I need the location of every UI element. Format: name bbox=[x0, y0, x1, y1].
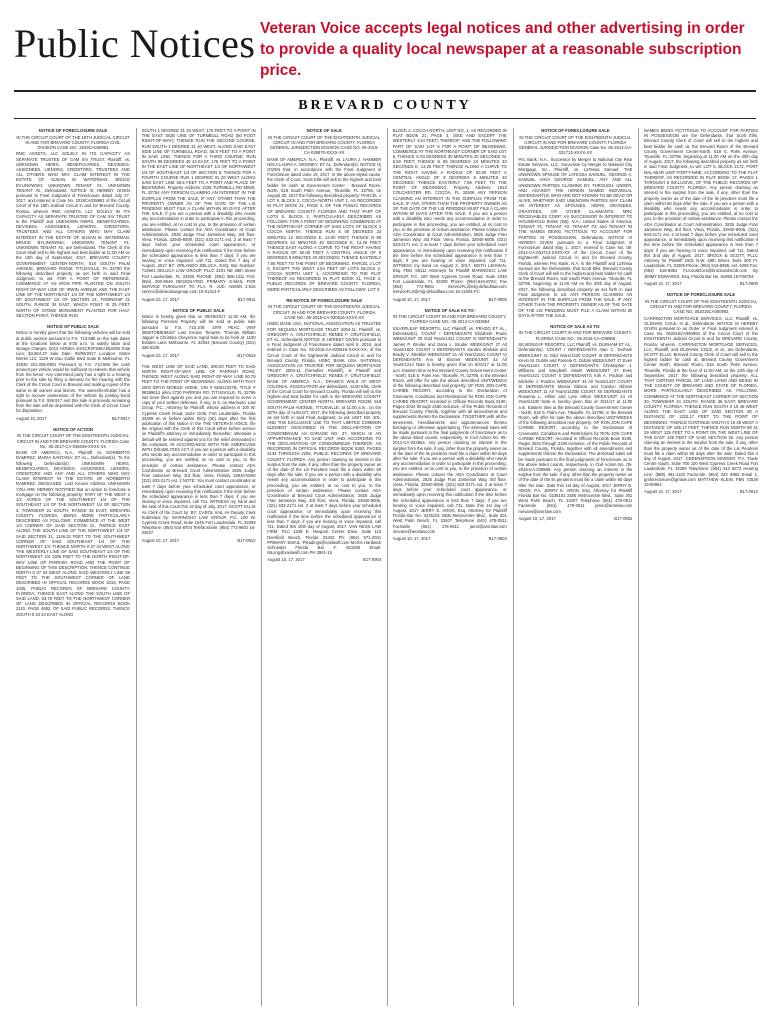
notice-heading: NOTICE OF PUBLIC SALE bbox=[172, 307, 225, 313]
column-divider bbox=[387, 128, 388, 1006]
notice-footer-text: B17-0900 bbox=[739, 280, 758, 286]
notice-footer-text: August 10, 17, 2017 bbox=[392, 296, 431, 302]
notice-footer-text: August 10, 17, 2017 bbox=[644, 280, 682, 286]
notice-body: BANK OF AMERICA, N.A., Plaintiff, vs. NORBERTO RAMIREZ; MARIA SANTANA; ET AL., Defendant(s). To the following Defendant(s): UNKNOWN HEIRS, BENEFICIARIES, DEVISEES, ASSIGNEES, LIENORS, CREDITORS AND ANY AND ALL OTHERS WHO MAY CLAIM INTEREST IN THE ESTATE OF NORBERTO RAMIREZ, DECEASED. Last Known Address UNKNOWN YOU ARE HEREBY NOTIFIED that an action to foreclose a mortgage on the following property: PART OF THE WEST 2 1/2 ACRES OF THE SOUTHWEST 1/4 OF THE SOUTHEAST 1/4 OF THE NORTHWEST 1/4 OF SECTION 3, TOWNSHIP 21 SOUTH, RANGE 35 EAST, BREVARD COUNTY, FLORIDA, BEING MORE PARTICULARLY DESCRIBED AS FOLLOWS: COMMENCE AT THE WEST 1/4 CORNER OF SAID SECTION 21, THENCE EAST ALONG THE SOUTH LINE OF THE NORTHWEST 1/4 OF SAID SECTION 21, 1146.32 FEET TO THE SOUTHWEST CORNER OF SAID SOUTHEAST 1/4 OF THE NORTHWEST 1/4; THENCE NORTH 0 37 34 WEST ALONG THE WESTERLY LINE OF SAID SOUTHEAST 1/4 OF THE NORTHWEST 1/4 1305 FEET TO THE NORTH RIGHT-OF-WAY LINE OF PARRISH ROAD AND THE POINT OF BEGINNING OF THIS DESCRIPTION; THENCE CONTINUE NORTH 0 37 34 WEST ALONG SAID WESTERLY LINE 55 FEET TO THE SOUTHWEST CORNER OF LAND DESCRIBED IN OFFICIAL RECORDS BOOK 3310, PAGE 1035, PUBLIC RECORDS OF BREVARD COUNTY, FLORIDA; THENCE EAST ALONG THE SOUTH LINE OF SAID LAND, 53.78 FEET TO THE NORTHWEST CORNER OF LAND DESCRIBED IN OFFICIAL RECORDS BOOK 3110, PAGE 4882, OF SAID PUBLIC RECORDS; THENCE SOUTH 0 33 24 EAST ALONG bbox=[16, 450, 130, 617]
notice-body: Pnc Bank, N.A., Successor by Merger to National City Real Estate Services, LLC, Successor by Merger to National City Mortgage, Inc., Plaintiff, vs. LaTessa Samuel; THE UNKNOWN SPOUSE OF LATESSA SAMUEL; GEORGE A. SAMUEL A/K/A GEORGE SAMUEL; ANY AND ALL UNKNOWN PARTIES CLAIMING BY, THROUGH, UNDER, AND AGAINST THE HEREIN NAMED INDIVIDUAL DEFENDANT(S) WHO ARE NOT KNOWN TO BE DEAD OR ALIVE, WHETHER SAID UNKNOWN PARTIES MAY CLAIM AN INTEREST AS SPOUSES, HEIRS, DEVISEES, GRANTEES, OR OTHER CLAIMANTS; MRC RECEIVABLES CORP; AS SUCCESSOR IN INTEREST TO HOUSEHOLD BANK (SB), N.A.; United States of America; TENANT #1; TENANT #2; TENANT #3; and TENANT #4 THE NAMES BEING FICTITIOUS TO ACCOUNT FOR PARTIES IN POSSESSION, Defendants. NOTICE IS HEREBY GIVEN pursuant to a Final Judgment of Foreclosure dated May 1, 2017, entered in Case No. 05-2014-CA-031713-XXXX-XX of the Circuit Court of the Eighteenth Judicial Circuit, in and for Brevard County, Florida, wherein Pnc Bank, N.A. is the Plaintiff and LaTessa Samuel are the Defendants, that Scott Ellis, Brevard County Clerk of Court will sell to the highest and best bidder for cash at the Brevard Room, 518 South Palm Avenue, Titusville, FL 32796, beginning at 11:00 AM on the 30th day of August, 2017, the following described property as set forth in said Final Judgment, to wit: ANY PERSON CLAIMING AN INTEREST IN THE SURPLUS FROM THE SALE, IF ANY, OTHER THAN THE PROPERTY OWNER AS OF THE DATE OF THE LIS PENDENS MUST FILE A CLAIM WITHIN 60 DAYS AFTER THE SALE. bbox=[518, 156, 633, 318]
notice-footer bbox=[518, 516, 632, 521]
notice-heading: RE-NOTICE OF FORECLOSURE SALE bbox=[286, 297, 362, 303]
notice-footer-text: August 10, 17, 2017 bbox=[518, 515, 556, 521]
notice-column bbox=[267, 128, 381, 1008]
notice-footer bbox=[142, 297, 256, 302]
legal-notice bbox=[267, 128, 381, 292]
notice-body: Notice is hereby given that on 09/28/2017 11:30 AM, the following Personal Property will be sold at public sale pursuant to F.S. 715.109: 1979 PEAC VIN# 3065TOBB0M167 Last Known Tenants: Thomas William Jagger & Christina Cheyenne Ingrid Sale to be held at: 1100 Estates Lane Melbourne, FL 32934 (Brevard County) (321) 336-5336 bbox=[141, 314, 256, 351]
notice-footer-text: August 10, 17, 2017 bbox=[141, 537, 180, 543]
notice-footer bbox=[142, 538, 256, 543]
notice-court-caption: IN THE CIRCUIT COURT OF THE EIGHTEENTH JUDICIAL CIRCUIT IN AND FOR BREVARD COUNTY, FLORIDA GENERAL JURISDICTION DIVISION CASE NO. 05-2016-CA-029870-XXXX-XX bbox=[268, 134, 381, 156]
notice-court-caption: IN THE CIRCUIT COURT OF THE EIGHTEENTH JUDICIAL CIRCUIT IN AND FOR BREVARD COUNTY, FLORIDA Case No.: 05-2017-CA-035049-XXXX-XX bbox=[16, 433, 130, 449]
notice-heading: NOTICE OF SALE AS TO: bbox=[424, 307, 475, 313]
notice-heading: NOTICE OF SALE AS TO: bbox=[550, 323, 601, 329]
notice-body: SILVERLEAF RESORTS, LLC Plaintiff, vs. DURHAM ET AL., Defendant(s). COUNT I DEFENDANTS Alan C. Durham WEEK/UNIT 41 Odd Years/1420 COUNT III DEFENDANTS Kevin M. Dublin and Pamela G. Dublin WEEK/UNIT 47 Even Years/1421 COUNT V DEFENDANTS Christopher J. Williams and Marybeth Sissel WEEK/UNIT 27 Even Years/1421 COUNT X DEFENDANTS Kirk A. Poulton and Michelle J. Poulton WEEK/UNIT 44 All Years/1427 COUNT XI DEFENDANTS Marcia Gibson and Carolyn Gibson WEEK/UNIT 11 All Years/1420B COUNT XII DEFENDANTS Rosanna L. Hilton and Lynn Hilton WEEK/UNIT 24 All Years/1430 Note is hereby given that on 8/31/17 at 11:00 a.m. Eastern time at the Brevard County Government Center - North, 518 S. Palm Ave, Titusville, FL 32796, in the Brevard Room, will offer for sale the above described UNIT/WEEKS of the following described real property: OF RON JON CAPE CARIBE RESORT, according to the Declaration of Covenants, Conditions and Restrictions for RON JON CAPE CARIBE RESORT, recorded in Official Records Book 5190, Pages 2034 through 2180 inclusive, of the Public Records of Brevard County, Florida, together with all amendments and supplements thereto the Declaration. The aforesaid sales will be made pursuant to the final judgments of foreclosure as to the above listed counts, respectively, in Civil Action No. 05-2016-CA-038968. Any person claiming an interest in the surplus from the sale, if any, other than the property owner as of the date of the lis pendens must file a claim within 60 days after the sale. Date this 1st day of August, 2017 JERRY E. ARON, P.A. JERRY E. ARON, Esq. Attorney for Plaintiff Florida Bar No. 0236101 2505 Metrocentre Blvd., Suite 301 West Palm Beach, FL 33407 Telephone (561) 478-0511 Facsimile (561) 478-0611 jaron@aronlaw.com mevans@aronlaw.com bbox=[518, 342, 633, 514]
column-divider bbox=[136, 128, 137, 1006]
notice-body: NAMES BEING FICTITIOUS TO ACCOUNT FOR PARTIES IN POSSESSION are the Defendants, that Scott Ellis, Brevard County Clerk of Court will sell to the highest and best bidder for cash at, the Brevard Room of the Brevard County Government Center-North, 518 S. Palm Avenue, Titusville, FL 32796, beginning at 11:00 AM on the 30th day of August, 2017, the following described property as set forth in said Final Judgment, to wit: LOT 5, BLOCK 2172, PORT MALABAR UNIT FORTY-NINE, ACCORDING TO THE PLAT THEREOF, AS RECORDED IN PLAT BOOK 17, PAGES 1 THROUGH 5 INCLUSIVE, OF THE PUBLIC RECORDS OF BREVARD COUNTY, FLORIDA. Any person claiming an interest in the surplus from the sale, if any, other than the property owner as of the date of the lis pendens must file a claim within 60 days after the sale. If you are a person with a disability who needs any accommodation in order to participate in this proceeding, you are entitled, at no cost to you, to the provision of certain assistance. Please contact the ADA Coordinator at Court Administration, 2825 Judge Fran Jamieson Way, 3rd floor, Viera, Florida, 32940-8006, (321) 633-2171 ext. 2 at least 7 days before your scheduled court appearance, or immediately upon receiving this notification if the time before the scheduled appearance is less than 7 days; if you are hearing or voice impaired, call 711. Dated this 2nd day of August, 2017. BROCK & SCOTT, PLLC Attorney for Plaintiff 1501 N.W. 49th Street, Suite 200 Ft. Lauderdale, FL 33309 Phone: (954) 618-6955, ext. 6209 Fax: (954) 618-6954 FLCourtDocs@brockandscott.com By JIMMY EDWARDS, Esq. Florida Bar No. 81855 15-F08754 bbox=[644, 128, 758, 279]
notice-heading: NOTICE OF FORECLOSURE SALE bbox=[541, 128, 610, 133]
notice-heading: NOTICE OF FORECLOSURE SALE bbox=[38, 128, 108, 133]
notice-footer-text: B17-0904 bbox=[363, 557, 382, 563]
notice-column bbox=[644, 128, 758, 1008]
legal-notice bbox=[644, 292, 758, 494]
masthead bbox=[14, 18, 756, 90]
notice-heading: NOTICE OF FORECLOSURE SALE bbox=[666, 292, 736, 298]
masthead-title: Public Notices bbox=[14, 21, 256, 66]
notice-footer-text: B17-0911 bbox=[237, 296, 256, 302]
notice-body: RMC ASSETS, LLC SOLELY IN ITS CAPACITY AS SEPARATE TRUSTEE OF CAM XIV TRUST, Plaintiff, vs. UNKNOWN HEIRS, BENEFICIARIES, DEVISEES, ASSIGNEES, LIENORS, CREDITORS, TRUSTEES AND ALL OTHERS WHO MAY CLAIM INTEREST IN THE ESTATE OF SUSAN M. WATERMAN; BRUCE BYLINOWSKI; UNKNOWN TENANT #1; UNKNOWN TENANT #2, Defendants. NOTICE IS HEREBY GIVEN pursuant to Final Judgment of Foreclosure dated July 27, 2017, and entered in Case No. 2019CA038981 of the Circuit Court of the 18th Judicial Circuit in and for Brevard County, Florida, wherein RMC ASSETS, LLC SOLELY IN ITS CAPACITY AS SEPARATE TRUSTEE OF CAM XIV TRUST is the Plaintiff and UNKNOWN HEIRS, BENEFICIARIES, DEVISEES, ASSIGNEES, LIENORS, CREDITORS, TRUSTEES AND ALL OTHERS WHO MAY CLAIM INTEREST IN THE ESTATE OF SUSAN M. WATERMAN; BRUCE BYLINOWSKI; UNKNOWN TENANT #1; UNKNOWN TENANT #2, are Defendants. The Clerk of the Court shall sell to the highest and best bidder at 11:00 AM on the 13th day of September, 2017, BREVARD COUNTY GOVERNMENT CENTER-NORTH, 518 SOUTH PALM AVENUE, BREVARD ROOM, TITUSVILLE, FL 32780 the following described property as set forth in said Final Judgment, to wit: FOR A POINT OF REFERENCE, COMMENCE AT AN IRON PIPE PLANTED ON SOUTH RIGHT-OF-WAY LINE OF IRWIN AVENUE AND THE EAST LINE OF THE NORTHEAST 1/4 OF THE NORTHWEST 1/4 OF SOUTHWEST 1/4 OF SECTION 14, TOWNSHIP 21 SOUTH, RANGE 34 EAST, WHICH POINT IS 25 FEET NORTH OF STONE MONUMENT PLANTED FOR HALF SECTION POINT, THENCE RUN bbox=[16, 151, 130, 318]
column-divider bbox=[513, 128, 514, 1006]
notice-footer-text: B17-0913 bbox=[739, 489, 758, 495]
notice-court-caption: IN THE CIRCUIT COURT IN AND FOR BREVARD COUNTY, FLORIDA CASE NO.: 05-2016-CA-038968 bbox=[518, 330, 633, 341]
notice-body: BANK OF AMERICA, N.A., Plaintiff, vs. LAURA J. HAMMER N/K/A LAURA A. MOONEY, ET AL. Defendant(s). NOTICE IS GIVEN that, in accordance with the Final Judgment of Foreclosure dated June 19, 2017, in the above-styled cause, the Clerk of Court, Scott Ellis will sell to the highest and best bidder for cash at Government Center - Brevard Room, North, 518 South Palm Avenue, Titusville, FL 32796, on August 30, 2017 the following described property: PARCEL 1 LOT 9, BLOCK 2, COCOA NORTH UNIT 1, AS RECORDED IN PLAT BOOK 21, PAGE 3, OF THE PUBLIC RECORDS OF BREVARD COUNTY, FLORIDA AND THAT PART OF LOTS 6, BLOCK 2, PARTICULARLY DESCRIBED AS FOLLOWS: FOR A POINT OF BEGINNING COMMENCE AT THE NORTHEAST CORNER OF SAID LOTS OF BLOCK 2 COCOA NORTH, THENCE RUN S 00 DEGREES 32 MINUTES 12 SECONDS E, 13.00 FEET; THENCE N 89 DEGREES 24 MINUTES 40 SECONDS E, 13.26 FEET; THENCE EAST ALONG A CURVE TO THE RIGHT HAVING A RADIUS OF 50.00 FEET A CENTRAL ANGLE OF 8 DEGREES 8 MINUTES 40 SECONDS; THENCE EASTERLY 7.86 FEET TO THE POINT OF BEGINNING. PARCEL 2 LOT 5, EXCEPT THE WEST 4.64 FEET OF LOTS BLOCK 2, COCOA NORTH UNIT 1, ACCORDING TO THE PLAT THEREOF AS RECORDED IN PLAT BOOK 21, PAGE 3, PUBLIC RECORDS OF BREVARD COUNTY, FLORIDA, MORE PARTICULARLY DESCRIBED AS FOLLOWS: LOT 5 bbox=[267, 156, 382, 292]
notice-footer-text: B17-0903 bbox=[488, 536, 507, 542]
notice-court-caption: IN THE CIRCUIT COURT OF THE EIGHTEENTH JUDICIAL CIRCUIT IN AND FOR BREVARD COUNTY, FLORIDA CASE NO. 052015CA050963 bbox=[645, 298, 757, 314]
legal-notice bbox=[393, 308, 507, 542]
notice-footer bbox=[267, 557, 381, 562]
notice-heading: NOTICE OF PUBLIC SALE bbox=[47, 323, 99, 329]
legal-notice bbox=[518, 324, 632, 521]
notice-body: CARRINGTON MORTGAGE SERVICES, LLC, Plaintiff, vs. OLDHAM, COLE, et al., Defendants. NOTICE IS HEREBY GIVEN pursuant to an Order or Final Judgment entered in Case No. 052015CA050963 of the Circuit Court of the EIGHTEENTH Judicial Circuit in and for BREVARD County, Florida, wherein, CARRINGTON MORTGAGE SERVICES, LLC, Plaintiff, and OLDHAM, COLE, et al., are Defendants, SCOTT ELLIS, Brevard County Clerk of Court will sell to the highest bidder for cash at, Brevard County Government Center North, Brevard Room, 518 South Palm Avenue, Titusville, Florida at the hour of 11:00 AM, on the 13th day of September, 2017, the following described property: ALL THAT CERTAIN PARCEL OF LAND LYING AND BEING IN THE COUNTY OF BREVARD AND STATE OF FLORIDA, MORE PARTICULARLY DESCRIBED AS FOLLOWS: COMMENCE AT THE NORTHEAST CORNER OF SECTION 30, TOWNSHIP 24 SOUTH, RANGE 36 EAST, BREVARD COUNTY, FLORIDA; THENCE RUN SOUTH 0 19 48 WEST ALONG THE EAST LINE OF SAID SECTION 30 A DISTANCE OF 1322.17 FEET TO THE POINT OF BEGINNING; THENCE CONTINUE SOUTH 0 19 48 WEST A DISTANCE OF 165.17 FEET; THENCE RUN NORTH 89 41 29 WEST 135 FEET TO A POINT ON THE WEST LINE OF THE EAST 135 FEET OF SAID SECTION 30. Any person claiming an interest in the surplus from the sale, if any, other than the property owner as of the date of the Lis Pendens must file a claim within 60 days after the sale. Dated this 4 day of August, 2017. GREENSPOON MARDER, P.A. Trade Centre South, Suite 700 100 West Cypress Creek Road Fort Lauderdale, FL 33309 Telephone: (954) 343 6273 Hearing Line: (888) 491-1120 Facsimile: (954) 343 6982 Email 1: gmforeclosure@gmlaw.com MATTHEW KLEIN, FBN 73529 15-00964 bbox=[644, 315, 758, 487]
legal-notice bbox=[142, 308, 256, 358]
legal-notice bbox=[142, 364, 256, 543]
notice-court-caption: IN THE CIRCUIT COURT OF THE EIGHTEENTH JUDICIAL CIRCUIT IN AND FOR BREVARD COUNTY, FLORIDA GENERAL JURISDICTION DIVISION Case No. 05-2014-CA-031713-XXXX-XX bbox=[518, 134, 633, 156]
notice-column bbox=[16, 128, 130, 1008]
section-title: BREVARD COUNTY bbox=[298, 98, 472, 113]
notice-footer bbox=[16, 416, 130, 421]
notice-court-caption: IN THE CIRCUIT COURT IN AND FOR BREVARD COUNTY, FLORIDA CASE NO.: 05-2014-CA-033854 bbox=[393, 314, 507, 325]
section-header bbox=[14, 96, 756, 119]
notice-footer bbox=[393, 536, 507, 541]
notice-column bbox=[142, 128, 256, 1008]
notice-footer bbox=[644, 489, 758, 494]
masthead-rule bbox=[14, 90, 756, 92]
legal-notice bbox=[644, 128, 758, 286]
notice-footer bbox=[644, 281, 758, 286]
notice-footer-text: August 10, 17, 2017 bbox=[392, 536, 431, 542]
notice-footer-text: B17-0912 bbox=[237, 537, 256, 543]
notice-footer-text: August 10, 17, 2017 bbox=[141, 296, 180, 302]
column-divider bbox=[261, 128, 262, 1006]
notice-footer bbox=[142, 353, 256, 358]
notice-footer-text: August 10, 17, 2017 bbox=[267, 557, 305, 563]
notice-body: SILVERLEAF RESORTS, LLC Plaintiff, vs. PRADO ET AL., Defendant(s). COUNT I DEFENDANTS Elizabeth Prado WEEK/UNIT 20 Odd Years/1421 COUNT IV DEFENDANTS James P. Bruder and Dana L. Bruder WEEK/UNIT 27 All Years/1501 COUNT V DEFENDANTS Sandra Strebkin and Bradly V. Strebkin WEEK/UNIT 21 All Years/1501 COUNT VI DEFENDANTS Ann M. Bonner WEEK/UNIT 42 All Years/1214 Note is hereby given that on 8/31/17 at 11:00 a.m. Eastern time at the Brevard County Government Center - North, 518 S. Palm Ave, Titusville, FL 32796, in the Brevard Room, will offer for sale the above described UNIT/WEEKS of the following described real property: OF RON JON CAPE CARIBE RESORT, according to the Declaration of Covenants, Conditions and Restrictions for RON JON CAPE CARIBE RESORT, recorded in Official Records Book 5190, Pages 2034 through 2180 inclusive, of the Public Records of Brevard County, Florida, together with all amendments and supplements thereto the Declaration. TOGETHER with all the tenements, hereditaments and appurtenances thereto belonging or otherwise appertaining. The aforesaid sales will be made pursuant to the final judgments of foreclosure as to the above listed counts, respectively, in Civil Action No. 05-2014-CA-033854. Any person claiming an interest in the surplus from the sale, if any, other than the property owner as of the date of the lis pendens must file a claim within 60 days after the sale. If you are a person with a disability who needs any accommodation in order to participate in this proceeding, you are entitled, at no cost to you, to the provision of certain assistance. Please contact the ADA Coordinator at Court Administration, 2825 Judge Fran Jamieson Way, 3rd floor, Viera, Florida, 32940-8006, (321) 633-2171 ext. 2 at least 7 days before your scheduled court appearance, or immediately upon receiving this notification if the time before the scheduled appearance is less than 7 days; if you are hearing or voice impaired, call 711. Date this 1st day of August, 2017 JERRY E. ARON, Esq. Attorney for Plaintiff Florida Bar No. 0236101 2505 Metrocentre Blvd., Suite 301 West Palm Beach, FL 33407 Telephone (561) 478-0511 Facsimile (561) 478-0611 jaron@aronlaw.com mevans@aronlaw.com bbox=[392, 325, 507, 534]
legal-notice bbox=[142, 128, 256, 302]
legal-notice bbox=[267, 298, 381, 563]
notice-column bbox=[518, 128, 632, 1008]
notice-body: BLOCK 2, COCOA NORTH, UNIT NO. 1, AS RECORDED IN PLAT BOOK 21, PAGE 3, (SEE AND EXCEPT THE WESTERLY 4.64 FEET) THEREOF, AND THE FOLLOWING PART OF SAID LOT 6 FOR A POINT OF BEGINNING, COMMENCE AT THE NORTHEAST CORNER OF SAID LOT 6, THENCE S 04 DEGREES 30 MINUTES 20 SECONDS W, 6.50 FEET; THENCE N 86 DEGREES 24 MINUTES 40 SECONDS E, 13.26 FEET; THENCE ALONG A CURVE TO THE RIGHT HAVING A RADIUS OF 50.00 FEET A CENTRAL ANGLE OF 8 DEGREES 8 MINUTES 40 SECONDS; THENCE EASTERLY 7.86 FEET TO THE POINT OF BEGINNING. Property Address: 1913 COLCHESTER RD. COCOA, FL 32926 ANY PERSON CLAIMING AN INTEREST IN THE SURPLUS FROM THE SALE, IF ANY, OTHER THAN THE PROPERTY OWNER AS OF THE DATE OF THE LIS PENDENS MUST FILE A CLAIM WITHIN 60 DAYS AFTER THE SALE. If you are a person with a disability who needs any accommodation in order to participate in this proceeding, you are entitled, at no cost to you, to the provision of certain assistance. Please contact the ADA Coordinator at Court Administration, 2825 Judge Fran Jamieson Way, 3rd Floor, Viera, Florida, 32940-8006, (321) 633-2171 ext. 2 at least 7 days before your scheduled court appearance, or immediately upon receiving this notification if the time before the scheduled appearance is less than 7 days; if you are hearing or voice impaired, call 711. WITNESS my hand on August 3, 2017. KEITH LEHMAN, Esq. FBN. 85111 Attorneys for Plaintiff MARINOSCI LAW GROUP, P.C. 100 West Cypress Creek Road, Suite 1045 Fort Lauderdale, FL 33309 Phone: (954)-644-8704; Fax (954) 772-9601 ServiceFL@mlg-defaultlaw.com ServiceFL2@mlg-defaultlaw.com 15-11604-FC bbox=[392, 128, 507, 295]
notice-body: HSBC BANK USA, NATIONAL ASSOCIATION AS TRUSTEE FOR SEQUOIA MORTGAGE TRUST 2004-11, Plaintiff, vs. GREGORY A. CRUTCHFIELD; RENEE F. CRUTCHFIELD, ET AL. Defendants NOTICE IS HEREBY GIVEN pursuant to a Final Judgment of Foreclosure dated April 8, 2016, and entered in Case No. 05-2015-CA-030616-XXXX-XX, of the Circuit Court of the Eighteenth Judicial Circuit in and for Brevard County, Florida. HSBC BANK USA, NATIONAL ASSOCIATION AS TRUSTEE FOR SEQUOIA MORTGAGE TRUST 2004-11 (hereafter Plaintiff), is Plaintiff and GREGORY A. CRUTCHFIELD; RENEE F. CRUTCHFIELD; BANK OF AMERICA, N.A.; DRAKE'S WALK AT WEST COLONIAL ASSOCIATION are defendants. Scott Ellis, Clerk of the Circuit Court for Brevard County, Florida will sell to the highest and best bidder for cash in the BREVARD COUNTY GOVERNMENT CENTER NORTH, BREVARD ROOM, 518 SOUTH PALM AVENUE, TITUSVILLE, at 11:00 a.m., on the 30TH day of AUGUST, 2017, the following described property as set forth in said Final Judgment, to wit: UNIT NO. 301, AND THE EXCLUSIVE USE TO THAT LIMITED COMMON ELEMENT DESCRIBED IN THE DECLARATION OF CONDOMINIUM AS GARAGE NO. 37, WHICH IS AN APPURTENANCE TO SAID UNIT AND ACCORDING TO THE DECLARATION OF CONDOMINIUM THEREOF, AS RECORDED IN OFFICIAL RECORDS BOOK 5362, PAGES 2134 THROUGH 2256, PUBLIC RECORDS OF BREVARD COUNTY, FLORIDA. Any person claiming an interest in the surplus from the sale, if any, other than the property owner as of the date of the Lis Pendens must file a claim within 60 days after the sale. If you are a person with a disability who needs any accommodation in order to participate in this proceeding, you are entitled, at no cost to you, to the provision of certain assistance. Please contact ADA Coordinator at Brevard Court Administration, 2825 Judge Fran Jamieson Way, 3rd floor, Viera, Florida, 32940-8006, (321) 633-2171 ext. 2 at least 7 days before your scheduled court appearance, or immediately upon receiving this notification if the time before the scheduled appearance is less than 7 days; if you are hearing or voice impaired, call 711. Dated this 10th day of August, 2017. VAN NESS LAW FIRM, PLC 1239 E. Newport Center Drive, Suite 110 Deerfield Beach, Florida 33442 Ph: (954) 571-2031 PRIMARY EMAIL: Pleadings@vanlawfl.com Morris Hardwick Schneider Florida Bar #: 621935 Email: MLong@vanlawfl.com PH 2981-15 bbox=[267, 321, 382, 556]
column-divider bbox=[638, 128, 639, 1006]
notice-footer-text: B17-0917 bbox=[111, 415, 130, 421]
notice-body: THE WEST LINE OF SAID LAND, 200.00 FEET TO SAID NORTH RIGHT-OF-WAY LINE OF PARRISH ROAD; THENCE WEST ALONG SAID RIGHT-OF-WAY LINE 50.79 FEET TO THE POINT OF BEGINNING. ALONG WITH THAT 2003 BRYO MOBILE HOME, VIN # 6D612337B, TITLE # 88389612 a/k/a 2720 PARRISH RD, TITUSVILLE, FL 32796 has been filed against you and you are required to serve a copy of your written defenses, if any, to it, on Marinosci Law Group, P.C., Attorney for Plaintiff, whose address is 100 W. Cypress Creek Road, Suite 1045, Fort Lauderdale, Florida 33309 on or before within thirty (30) days after the first publication of this Notice in the THE VETERAN VOICE, file the original with the Clerk of this Court either before service on Plaintiff's attorney or immediately thereafter; otherwise a default will be entered against you for the relief demanded in the complaint. IN ACCORDANCE WITH THE AMERICANS WITH DISABILITIES ACT, if you are a person with a disability who needs any accommodation in order to participate in this proceeding, you are entitled, at no cost to you, to the provision of certain assistance. Please contact ADA Coordinator at Brevard Court Administration 2825 Judge Fran Jamieson Way, 3rd floor, Viera, Florida, 32940-8006 (321) 633-2171 ext. 2 NOTE: You must contact coordinator at least 7 days before your scheduled court appearance, or immediately upon receiving this notification if the time before the scheduled appearance is less than 7 days; if you are hearing or voice impaired, call 711. WITNESS my hand and the seal of this Court this 10 day of July, 2017. SCOTT ELLIS As Clerk of the Court by: BY: CAROL VAIL As Deputy Clerk Submitted by: MARINOSCI LAW GROUP, P.C. 100 W. Cypress Creek Road, Suite 1045 Fort Lauderdale, FL 33309 Telephone: (954) 644-8704 Telefacsimile: (954) 772-9601 16-03537 bbox=[141, 363, 256, 536]
legal-notice bbox=[16, 128, 130, 318]
notice-footer-text: August 10, 17, 2017 bbox=[141, 352, 180, 358]
notice-body: SOUTH 1 DEGREE 31 40 WEST, 170 FEET TO A POINT IN THE EAST SIDE LINE OF TURNBULL ROAD (50 FOOT RIGHT-OF-WAY); THENCE RUN THE SECOND COURSE, RUN SOUTH 1 DEGREE 31 40 WEST, ALONG SAID EAST SIDE LINE OF TURNBULL ROAD, 58.8 FEET TO A POINT IN SAID LINE; THENCE FOR A THIRD COURSE, RUN SOUTH 88 DEGREES 30 44 EAST, 175 FEET TO A POINT IN THE EAST LINE OF NORTHEAST 1/4 OF NORTHWEST 1/4 OF SOUTHEAST 1/4 OF SECTION 8; THENCE FOR A FOURTH COURSE RUN 1 DEGREE 31 20 WEST ALONG SAID EAST LINE 58.8 FEET TO A POINT AND PLACE OF BEGINNING. Property Address: 3425 TURNBULL RD MIMS, FL 32754 ANY PERSON CLAIMING AN INTEREST IN THE SURPLUS FROM THE SALE, IF ANY, OTHER THAN THE PROPERTY OWNER AS OF THE DATE OF THE LIS PENDENS MUST FILE A CLAIM WITHIN 60 DAYS AFTER THE SALE. If you are a person with a disability who needs any accommodation in order to participate in this proceeding, you are entitled, at no cost to you, to the provision of certain assistance. Please contact the ADA Coordinator at Court Administration, 2825 Judge Fran Jamieson Way, 3rd floor, Viera, Florida, 32940-8006, (321) 633-2171 ext. 2 at least 7 days before your scheduled court appearance, or immediately upon receiving this notification if the time before the scheduled appearance is less than 7 days; if you are hearing or voice impaired, call 711. Dated this 7 day of August, 2017 BY: ORLANDO DELUCA, ESQ. Bar Number: 719501 DELUCA LAW GROUP, PLLC 2101 NE 26th Street Fort Lauderdale, FL 33305 PHONE: (954) 368-1311 FAX: (954) 200-8649 DESIGNATED PRIMARY E-MAIL FOR SERVICE PURSUANT TO FLA. R. JUD. ADMIN 2.516 service@delucalawgroup.com 16-01314-F bbox=[141, 128, 256, 295]
notice-footer-text: B17-0902 bbox=[614, 515, 633, 521]
notice-body: Notice is hereby given that the following vehicles will be sold at public auction pursuant to F.S. 713.585 on the sale dates at the locations below at 9:00 a.m. to satisfy labor and storage charges. 2014 HONDA 1HGCR2F84EA053408 Total Lien: $3,664.37 Sale Date: 09/05/2017 Location: Motor Werks LLC 1129 W Eau Gallie Blvd Suite B Melbourne, FL 32935 321-255-0901 Pursuant to F.S. 713.585 the cash amount per vehicle would be sufficient to redeem that vehicle from the lienor. Any interested party has a right to a hearing prior to the sale by filing a demand for the hearing with the Clerk of the Circuit Court in Brevard and mailing copies of the same to all owners and lienors. The owner/lienholder has a right to recover possession of the vehicle by posting bond pursuant to F.S. 559.917 and this sale is proceeds remaining from the sale will be deposited with the Clerk of Circuit Court for disposition. bbox=[16, 330, 130, 414]
notice-footer-text: August 10, 2017 bbox=[16, 415, 47, 421]
notice-footer-text: B17-0905 bbox=[488, 296, 507, 302]
notice-column bbox=[393, 128, 507, 1008]
notice-footer-text: B17-0915 bbox=[237, 352, 256, 358]
notice-footer-text: August 10, 17, 2017 bbox=[644, 489, 682, 495]
notice-court-caption: IN THE CIRCUIT COURT OF THE EIGHTEENTH JUDICIAL CIRCUIT, IN AND FOR BREVARD COUNTY, FLORIDA CASE NO.: 05-2015-CA-030616-XXXX-XX bbox=[268, 304, 381, 320]
legal-notice bbox=[393, 128, 507, 302]
legal-notice bbox=[16, 324, 130, 421]
notice-court-caption: IN THE CIRCUIT COURT OF THE 18TH JUDICIAL CIRCUIT IN AND FOR BREVARD COUNTY, FLORIDA CIVIL DIVISION CASE NO.: 2019CA038981 bbox=[16, 134, 130, 150]
notice-heading: NOTICE OF SALE bbox=[306, 128, 342, 133]
legal-notice bbox=[518, 128, 632, 318]
masthead-tagline: Veteran Voice accepts legal notices and other advertising in order to provide a quality local newspaper at a reasonable subscription price. bbox=[260, 20, 745, 79]
notice-heading: NOTICE OF ACTION bbox=[53, 426, 93, 432]
legal-notice bbox=[16, 427, 130, 617]
notice-footer bbox=[393, 297, 507, 302]
